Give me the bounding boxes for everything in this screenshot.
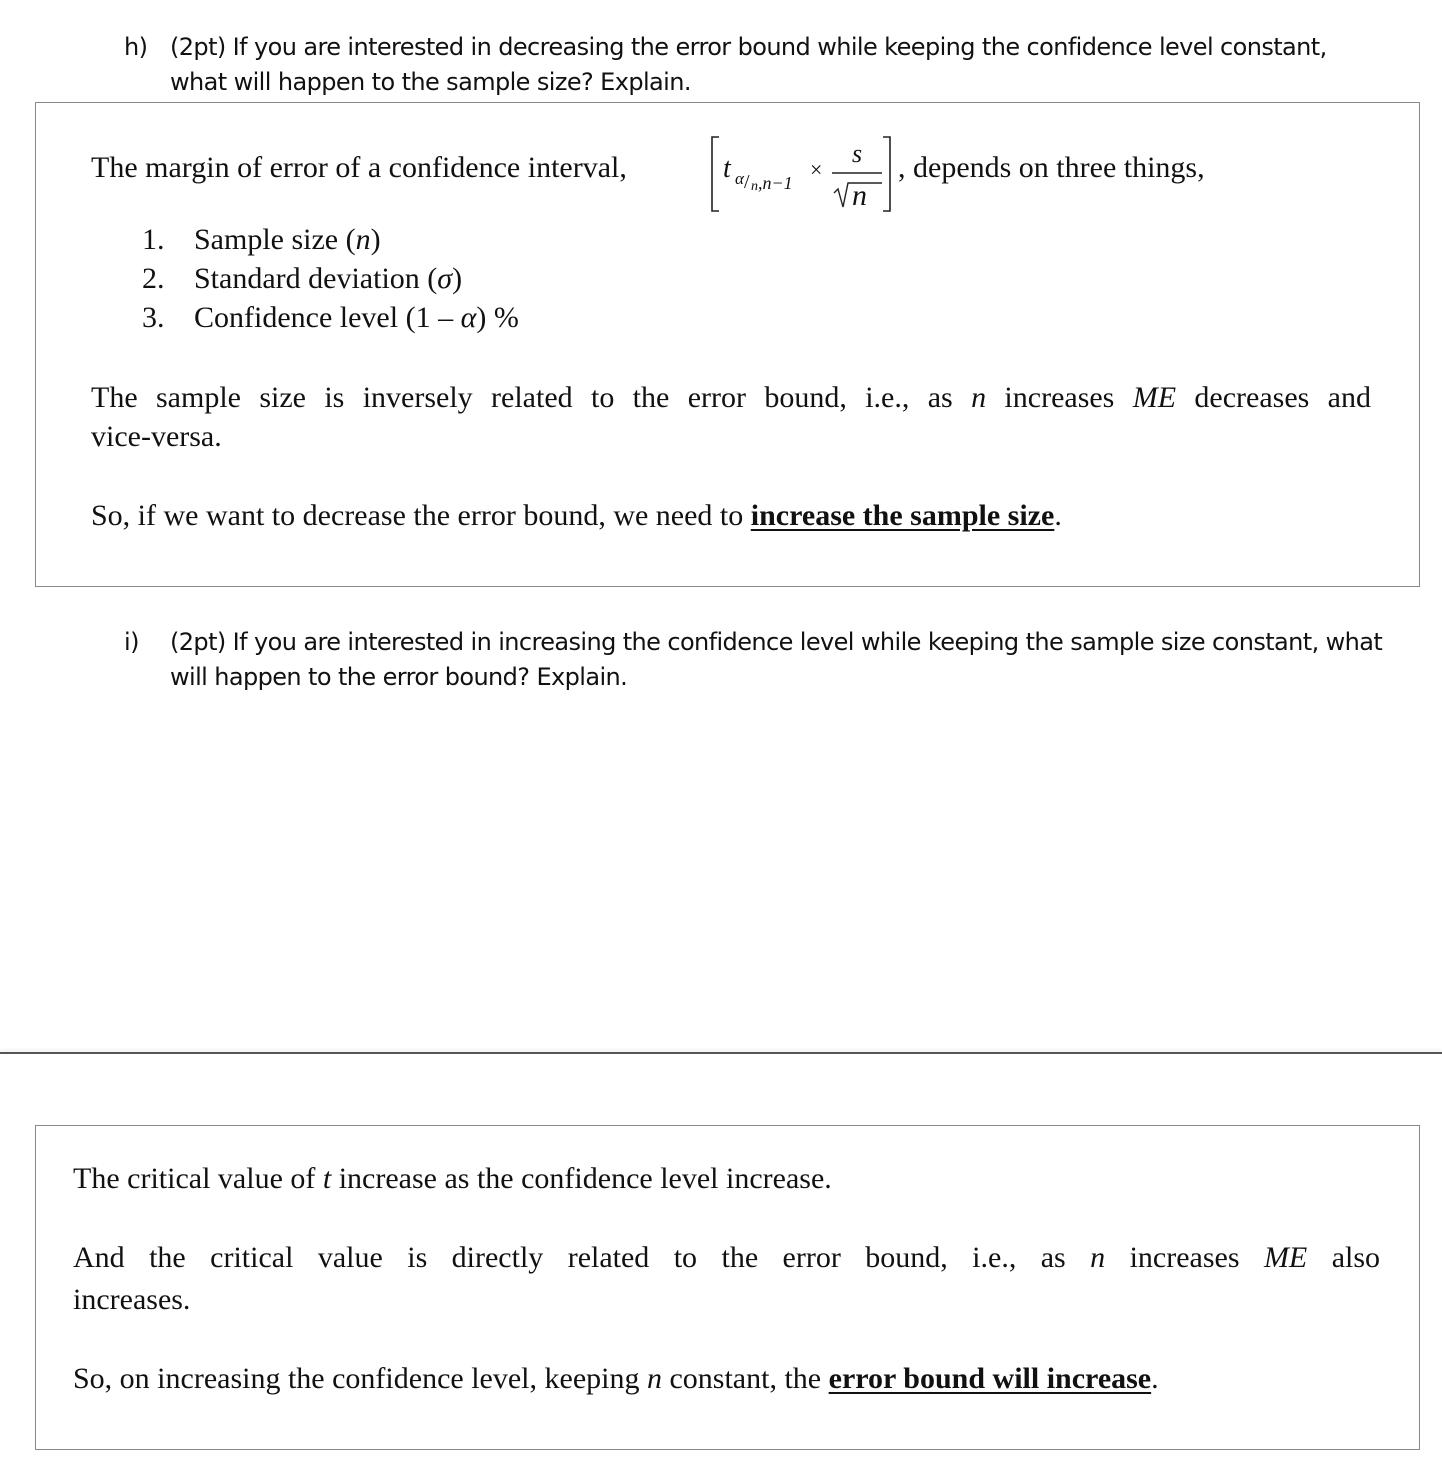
formula-times: × bbox=[810, 157, 823, 182]
conclusion-period: . bbox=[1151, 1362, 1159, 1395]
conclusion-text: So, if we want to decrease the error bound, we need to bbox=[91, 499, 744, 532]
conclusion-period: . bbox=[1054, 499, 1062, 532]
line1-text-after: increase as the confidence level increase. bbox=[338, 1162, 832, 1195]
factor-symbol: σ bbox=[437, 262, 453, 295]
answer-i-para2 bbox=[73, 1241, 1380, 1275]
answer-box-i bbox=[35, 1125, 1420, 1450]
para2-me-symbol: ME bbox=[1132, 381, 1177, 414]
formula-t: t bbox=[723, 153, 731, 184]
factor-number: 3. bbox=[142, 301, 165, 334]
factor-text-after: ) % bbox=[476, 301, 519, 334]
para2-n-symbol: n bbox=[1090, 1241, 1106, 1274]
para2-me-symbol: ME bbox=[1263, 1241, 1308, 1274]
answer-i-para2-line2: increases. bbox=[73, 1283, 191, 1316]
factor-item bbox=[142, 262, 519, 301]
answer-h-conclusion bbox=[91, 499, 1062, 533]
para2-n-symbol: n bbox=[971, 381, 987, 414]
line1-text: The critical value of bbox=[73, 1162, 316, 1195]
question-h-text: (2pt) If you are interested in decreasing the error bound while keeping the confidence level constant, what will happen to the sample size? Explain. bbox=[170, 33, 1327, 96]
answer-i-conclusion bbox=[73, 1362, 1159, 1396]
factor-symbol: α bbox=[460, 301, 477, 334]
factor-text-after: ) bbox=[452, 262, 463, 295]
para2-text: decreases and bbox=[1194, 381, 1371, 414]
factor-text: Standard deviation ( bbox=[194, 262, 438, 295]
answer-i-line1 bbox=[73, 1162, 832, 1196]
factor-text: Sample size ( bbox=[194, 223, 356, 256]
factor-item bbox=[142, 301, 519, 340]
para2-text: increases bbox=[1004, 381, 1115, 414]
formula-alpha: α bbox=[735, 169, 744, 188]
conclusion-text: constant, the bbox=[669, 1362, 822, 1395]
page-divider bbox=[0, 1052, 1442, 1054]
question-i-text: (2pt) If you are interested in increasing the confidence level while keeping the sample size constant, what will happen to the error bound? Explain. bbox=[170, 628, 1383, 691]
question-h-label: h) bbox=[124, 33, 148, 61]
answer-box-h bbox=[35, 102, 1420, 587]
factor-text-after: ) bbox=[370, 223, 381, 256]
answer-h-intro-after: , depends on three things, bbox=[898, 151, 1205, 184]
factor-item bbox=[142, 223, 519, 262]
line1-t-symbol: t bbox=[322, 1162, 332, 1195]
factors-list bbox=[142, 223, 519, 340]
formula-numerator: s bbox=[852, 139, 863, 168]
question-i-label: i) bbox=[124, 628, 139, 656]
para2-text: increases bbox=[1129, 1241, 1240, 1274]
conclusion-text: So, on increasing the confidence level, keeping bbox=[73, 1362, 640, 1395]
margin-of-error-formula bbox=[706, 131, 906, 215]
formula-slash: / bbox=[744, 171, 750, 193]
answer-h-para2-line2: vice-versa. bbox=[91, 420, 222, 453]
factor-number: 1. bbox=[142, 223, 165, 256]
para2-text: And the critical value is directly related to the error bound, i.e., as bbox=[73, 1241, 1066, 1274]
formula-n-sub: n bbox=[751, 179, 758, 194]
conclusion-n-symbol: n bbox=[646, 1362, 662, 1395]
formula-denominator: n bbox=[852, 179, 867, 212]
factor-symbol: n bbox=[355, 223, 371, 256]
conclusion-emphasis: increase the sample size bbox=[750, 499, 1055, 532]
para2-text: The sample size is inversely related to the error bound, i.e., as bbox=[91, 381, 953, 414]
factor-number: 2. bbox=[142, 262, 165, 295]
intro-text: The margin of error of a confidence interval, bbox=[91, 151, 627, 184]
formula-df: ,n−1 bbox=[758, 173, 793, 193]
para2-text: also bbox=[1331, 1241, 1381, 1274]
answer-h-para2 bbox=[91, 381, 1371, 415]
conclusion-emphasis: error bound will increase bbox=[828, 1362, 1152, 1395]
answer-h-intro bbox=[91, 151, 627, 185]
factor-text: Confidence level (1 – bbox=[194, 301, 461, 334]
